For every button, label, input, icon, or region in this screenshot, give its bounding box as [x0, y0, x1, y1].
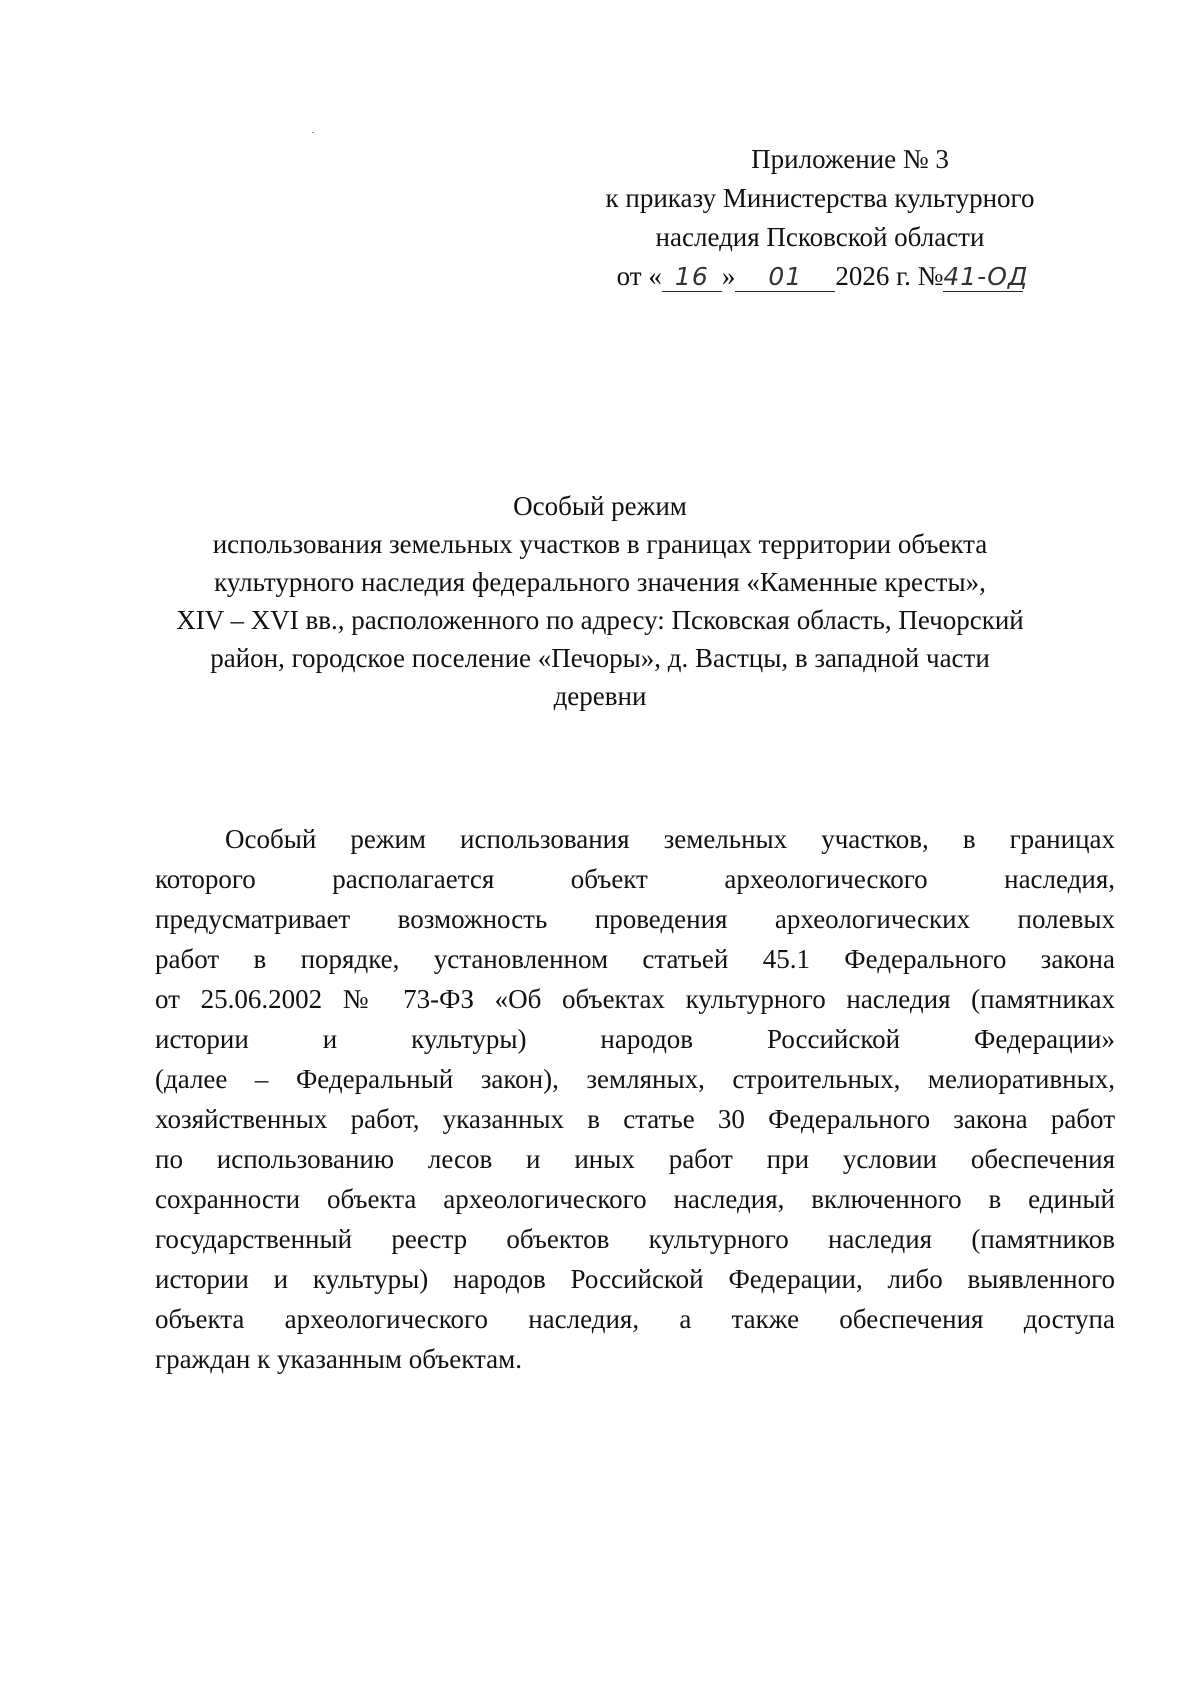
appendix-number: Приложение № 3 — [751, 144, 949, 174]
body-paragraph — [155, 819, 1115, 1379]
scan-speck — [312, 132, 314, 133]
body-line: предусматривает возможность проведения археологических полевых — [155, 904, 1115, 934]
title-line: культурного наследия федерального значения «Каменные кресты», — [214, 567, 986, 597]
order-reference-line-1: к приказу Министерства культурного — [605, 183, 1035, 213]
handwritten-month: 01 — [735, 263, 835, 292]
order-date-line — [560, 257, 1080, 296]
body-line: (далее – Федеральный закон), земляных, строительных, мелиоративных, — [155, 1064, 1115, 1094]
handwritten-day: 16 — [662, 263, 722, 292]
body-line: Особый режим использования земельных участков, в границах — [225, 824, 1115, 854]
body-line: работ в порядке, установленном статьей 45.1 Федерального закона — [155, 944, 1115, 974]
title-line: район, городское поселение «Печоры», д. Вастцы, в западной части — [210, 643, 990, 673]
title-line: Особый режим — [513, 491, 687, 521]
body-line: граждан к указанным объектам. — [155, 1344, 522, 1374]
appendix-header — [560, 140, 1080, 296]
title-line: деревни — [553, 681, 647, 711]
date-prefix: от « — [616, 261, 662, 291]
body-line: которого располагается объект археологического наследия, — [155, 864, 1115, 894]
body-line: от 25.06.2002 № 73-ФЗ «Об объектах культурного наследия (памятниках — [155, 984, 1115, 1014]
body-line: истории и культуры) народов Российской Федерации, либо выявленного — [155, 1264, 1115, 1294]
body-line: истории и культуры) народов Российской Федерации» — [155, 1024, 1115, 1054]
handwritten-order-number: 41-ОД — [943, 262, 1029, 291]
order-reference-line-2: наследия Псковской области — [655, 222, 985, 252]
date-year: 2026 г. № — [835, 261, 944, 291]
body-line: объекта археологического наследия, а также обеспечения доступа — [155, 1304, 1115, 1334]
body-line: хозяйственных работ, указанных в статье 30 Федерального закона работ — [155, 1104, 1115, 1134]
title-line: использования земельных участков в границах территории объекта — [212, 529, 988, 559]
body-line: государственный реестр объектов культурного наследия (памятников — [155, 1224, 1115, 1254]
title-line: XIV – XVI вв., расположенного по адресу: Псковская область, Печорский — [176, 605, 1024, 635]
body-line: по использованию лесов и иных работ при условии обеспечения — [155, 1144, 1115, 1174]
body-line: сохранности объекта археологического наследия, включенного в единый — [155, 1184, 1115, 1214]
document-title — [150, 487, 1050, 715]
date-quote-close: » — [721, 261, 736, 291]
